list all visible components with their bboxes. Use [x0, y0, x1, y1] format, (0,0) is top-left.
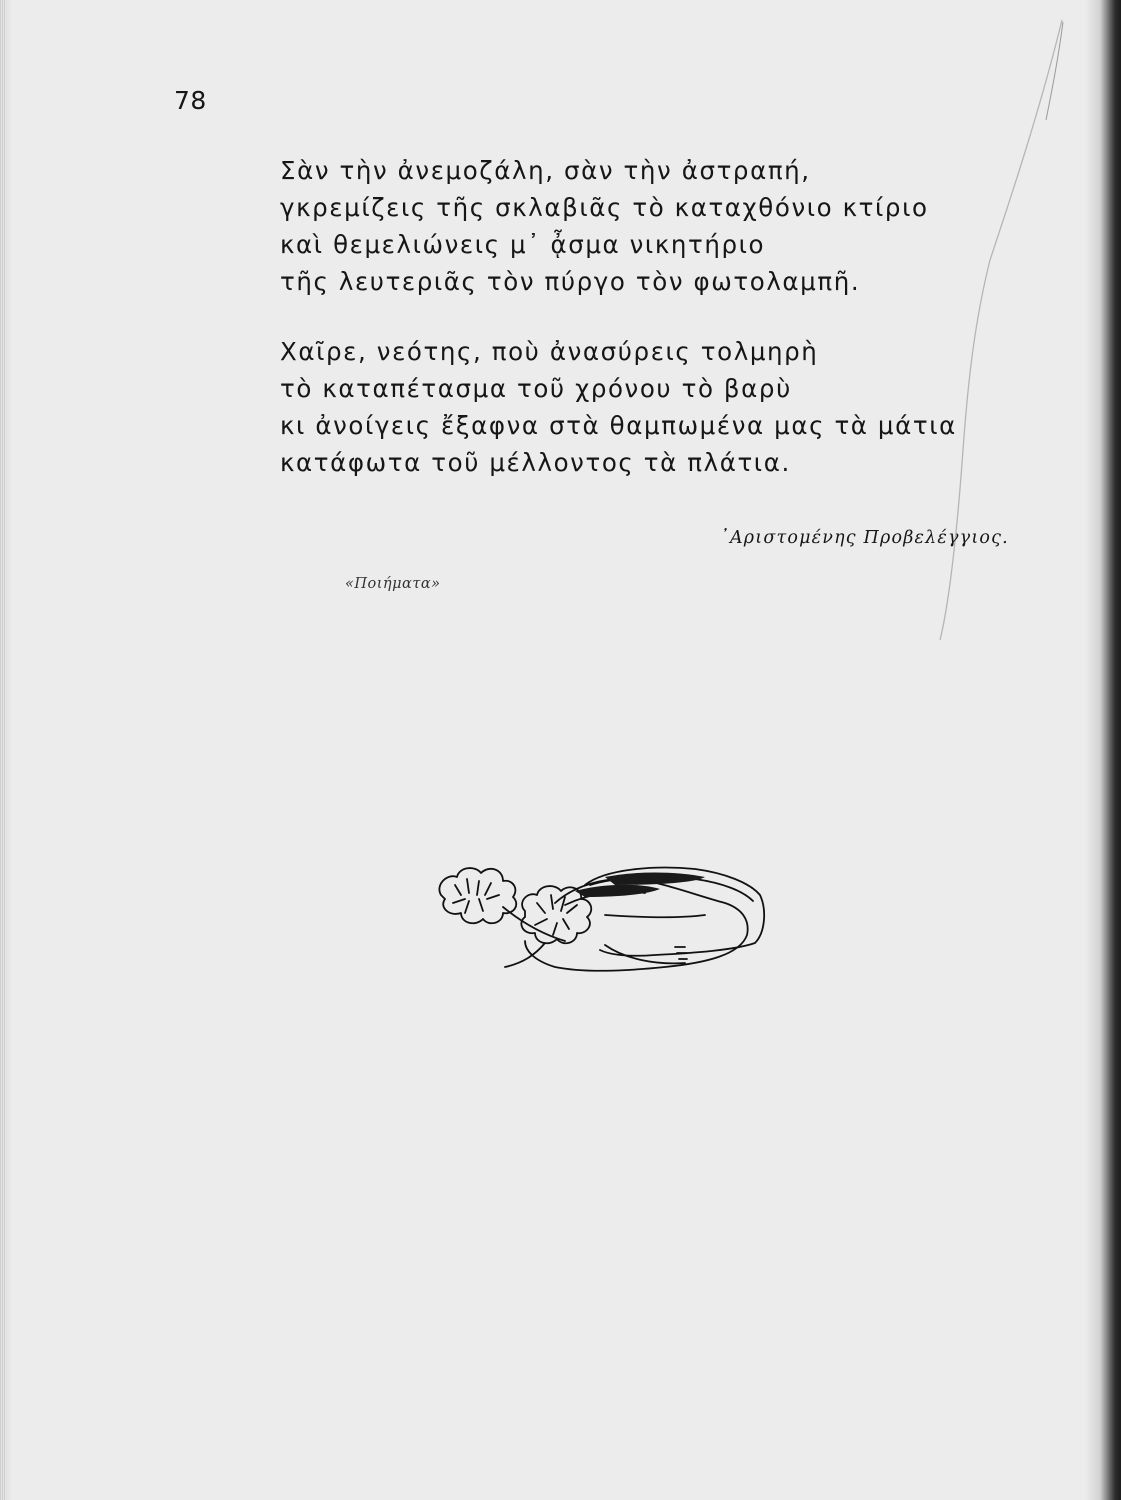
page-number: 78 — [174, 86, 207, 115]
poem-line: καὶ θεμελιώνεις μ᾽ ᾆσμα νικητήριο — [280, 230, 766, 259]
poem-line: Σὰν τὴν ἀνεμοζάλη, σὰν τὴν ἀστραπή, — [280, 156, 811, 185]
poem-line: Χαῖρε, νεότης, ποὺ ἀνασύρεις τολμηρὴ — [280, 337, 819, 366]
poem-line: κατάφωτα τοῦ μέλλοντος τὰ πλάτια. — [280, 448, 791, 477]
slippers-drawing-icon — [405, 855, 780, 985]
poem-stanza-1 — [280, 152, 929, 300]
poem-author: ᾿Αριστομένης Προβελέγγιος. — [720, 528, 1009, 548]
poem-source: «Ποιήματα» — [345, 576, 441, 592]
poem-stanza-2 — [280, 333, 957, 481]
poem-line: γκρεμίζεις τῆς σκλαβιᾶς τὸ καταχθόνιο κτίριο — [280, 193, 929, 222]
poem-line: τῆς λευτεριᾶς τὸν πύργο τὸν φωτολαμπῆ. — [280, 267, 861, 296]
poem-line: κι ἀνοίγεις ἔξαφνα στὰ θαμπωμένα μας τὰ μάτια — [280, 411, 957, 440]
poem-line: τὸ καταπέτασμα τοῦ χρόνου τὸ βαρὺ — [280, 374, 792, 403]
